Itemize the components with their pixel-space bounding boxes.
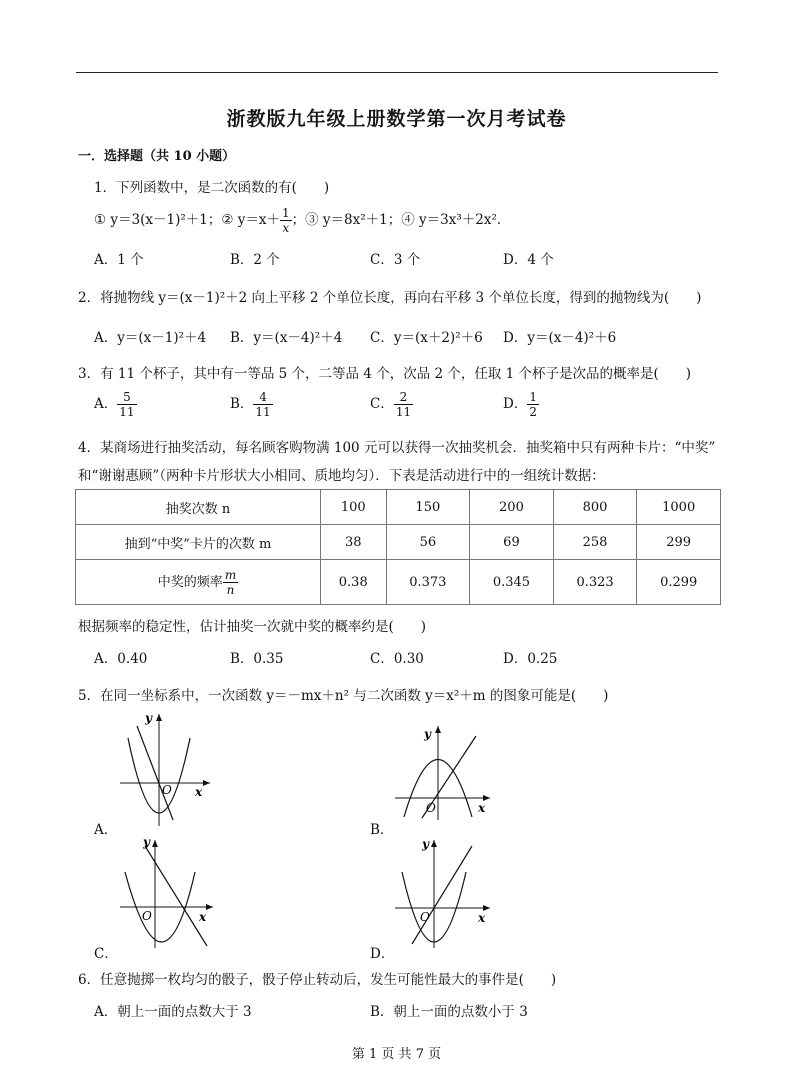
q6-stem: 6．任意抛掷一枚均匀的骰子，骰子停止转动后，发生可能性最大的事件是( )	[78, 972, 557, 988]
q4-option-c[interactable]: C．0.30	[370, 651, 424, 667]
q1-func-1: ① y＝3(x－1)²＋1	[94, 212, 208, 228]
table-cell: 0.345	[470, 560, 554, 605]
axis-x-label: x	[199, 910, 207, 924]
q4-stem-line2: 和“谢谢惠顾”（两种卡片形状大小相同、质地均匀）．下表是活动进行中的一组统计数据：	[78, 468, 605, 484]
q1-func-2: ；② y＝x＋	[207, 212, 280, 228]
table-cell: 800	[553, 490, 637, 525]
q1-functions	[94, 206, 510, 235]
axis-x-label: x	[478, 911, 486, 925]
table-row	[76, 525, 721, 560]
row-label-frequency: 中奖的频率 $\frac{m}{n}$	[76, 560, 321, 605]
q5-option-b[interactable]: B．	[370, 822, 394, 838]
q1-option-c[interactable]: C．3 个	[370, 252, 421, 268]
table-cell: 0.38	[321, 560, 387, 605]
q5-stem: 5．在同一坐标系中，一次函数 y＝－mx＋n² 与二次函数 y＝x²＋m 的图象可能是( )	[78, 688, 609, 704]
row-label-draws: 抽奖次数 n	[76, 490, 321, 525]
axis-y-label: y	[424, 727, 431, 741]
graph-b	[390, 722, 500, 822]
frequency-table	[75, 489, 721, 605]
table-cell: 1000	[637, 490, 721, 525]
table-row	[76, 560, 721, 605]
q5-option-a[interactable]: A．	[94, 822, 118, 838]
q1-func-3: ；③ y＝8x²＋1；④ y＝3x³＋2x²．	[291, 212, 511, 228]
q1-option-d[interactable]: D．4 个	[503, 252, 554, 268]
q2-option-b[interactable]: B．y＝(x－4)²＋4	[230, 330, 343, 346]
q3-option-d[interactable]: D． $\frac{1}{2}$	[503, 390, 537, 419]
q2-option-d[interactable]: D．y＝(x－4)²＋6	[503, 330, 617, 346]
q3-option-b[interactable]: B． $\frac{4}{11}$	[230, 390, 271, 419]
table-cell: 56	[386, 525, 470, 560]
q1-stem: 1．下列函数中，是二次函数的有( )	[94, 180, 330, 196]
table-cell: 299	[637, 525, 721, 560]
q4-stem-line1: 4．某商场进行抽奖活动，每名顾客购物满 100 元可以获得一次抽奖机会．抽奖箱中只有两种卡片：“中奖”	[78, 440, 716, 456]
q3-option-a[interactable]: A． $\frac{5}{11}$	[94, 390, 135, 419]
axis-x-label: x	[478, 801, 486, 815]
q1-fraction: $\frac{1}{x}$	[282, 206, 290, 235]
table-cell: 0.299	[637, 560, 721, 605]
table-cell: 0.323	[553, 560, 637, 605]
table-cell: 150	[386, 490, 470, 525]
q3-option-c[interactable]: C． $\frac{2}{11}$	[370, 390, 412, 419]
q4-followup: 根据频率的稳定性，估计抽奖一次就中奖的概率约是( )	[78, 619, 427, 635]
origin-label: O	[162, 783, 172, 797]
q1-option-a[interactable]: A．1 个	[94, 252, 144, 268]
graph-d	[390, 832, 500, 950]
q4-option-a[interactable]: A．0.40	[94, 651, 148, 667]
table-cell: 258	[553, 525, 637, 560]
table-cell: 100	[321, 490, 387, 525]
graph-c	[115, 832, 220, 950]
section-heading: 一．选择题（共 10 小题）	[78, 149, 236, 164]
table-cell: 38	[321, 525, 387, 560]
q2-option-c[interactable]: C．y＝(x＋2)²＋6	[370, 330, 483, 346]
axis-x-label: x	[195, 785, 203, 799]
row-label-wins: 抽到“中奖”卡片的次数 m	[76, 525, 321, 560]
q2-option-a[interactable]: A．y＝(x－1)²＋4	[94, 330, 207, 346]
q5-option-d[interactable]: D．	[370, 946, 395, 962]
origin-label: O	[420, 910, 430, 924]
q5-option-c[interactable]: C．	[94, 946, 118, 962]
q6-option-a[interactable]: A．朝上一面的点数大于 3	[94, 1004, 252, 1020]
origin-label: O	[142, 909, 152, 923]
q4-option-d[interactable]: D．0.25	[503, 651, 558, 667]
table-row	[76, 490, 721, 525]
header-rule	[76, 72, 718, 73]
page-title: 浙教版九年级上册数学第一次月考试卷	[226, 108, 567, 130]
table-cell: 200	[470, 490, 554, 525]
axis-y-label: y	[143, 835, 150, 849]
axis-y-label: y	[145, 711, 152, 725]
axis-y-label: y	[422, 837, 429, 851]
graph-a	[115, 708, 215, 828]
table-cell: 69	[470, 525, 554, 560]
page-footer: 第 1 页 共 7 页	[351, 1047, 442, 1062]
q1-option-b[interactable]: B．2 个	[230, 252, 280, 268]
origin-label: O	[426, 801, 436, 815]
q3-stem: 3．有 11 个杯子，其中有一等品 5 个，二等品 4 个，次品 2 个，任取 1 个杯子是次品的概率是( )	[78, 366, 692, 382]
q6-option-b[interactable]: B．朝上一面的点数小于 3	[370, 1004, 528, 1020]
table-cell: 0.373	[386, 560, 470, 605]
q4-option-b[interactable]: B．0.35	[230, 651, 284, 667]
q2-stem: 2．将抛物线 y＝(x－1)²＋2 向上平移 2 个单位长度，再向右平移 3 个单位长度，得到的抛物线为( )	[78, 290, 702, 306]
